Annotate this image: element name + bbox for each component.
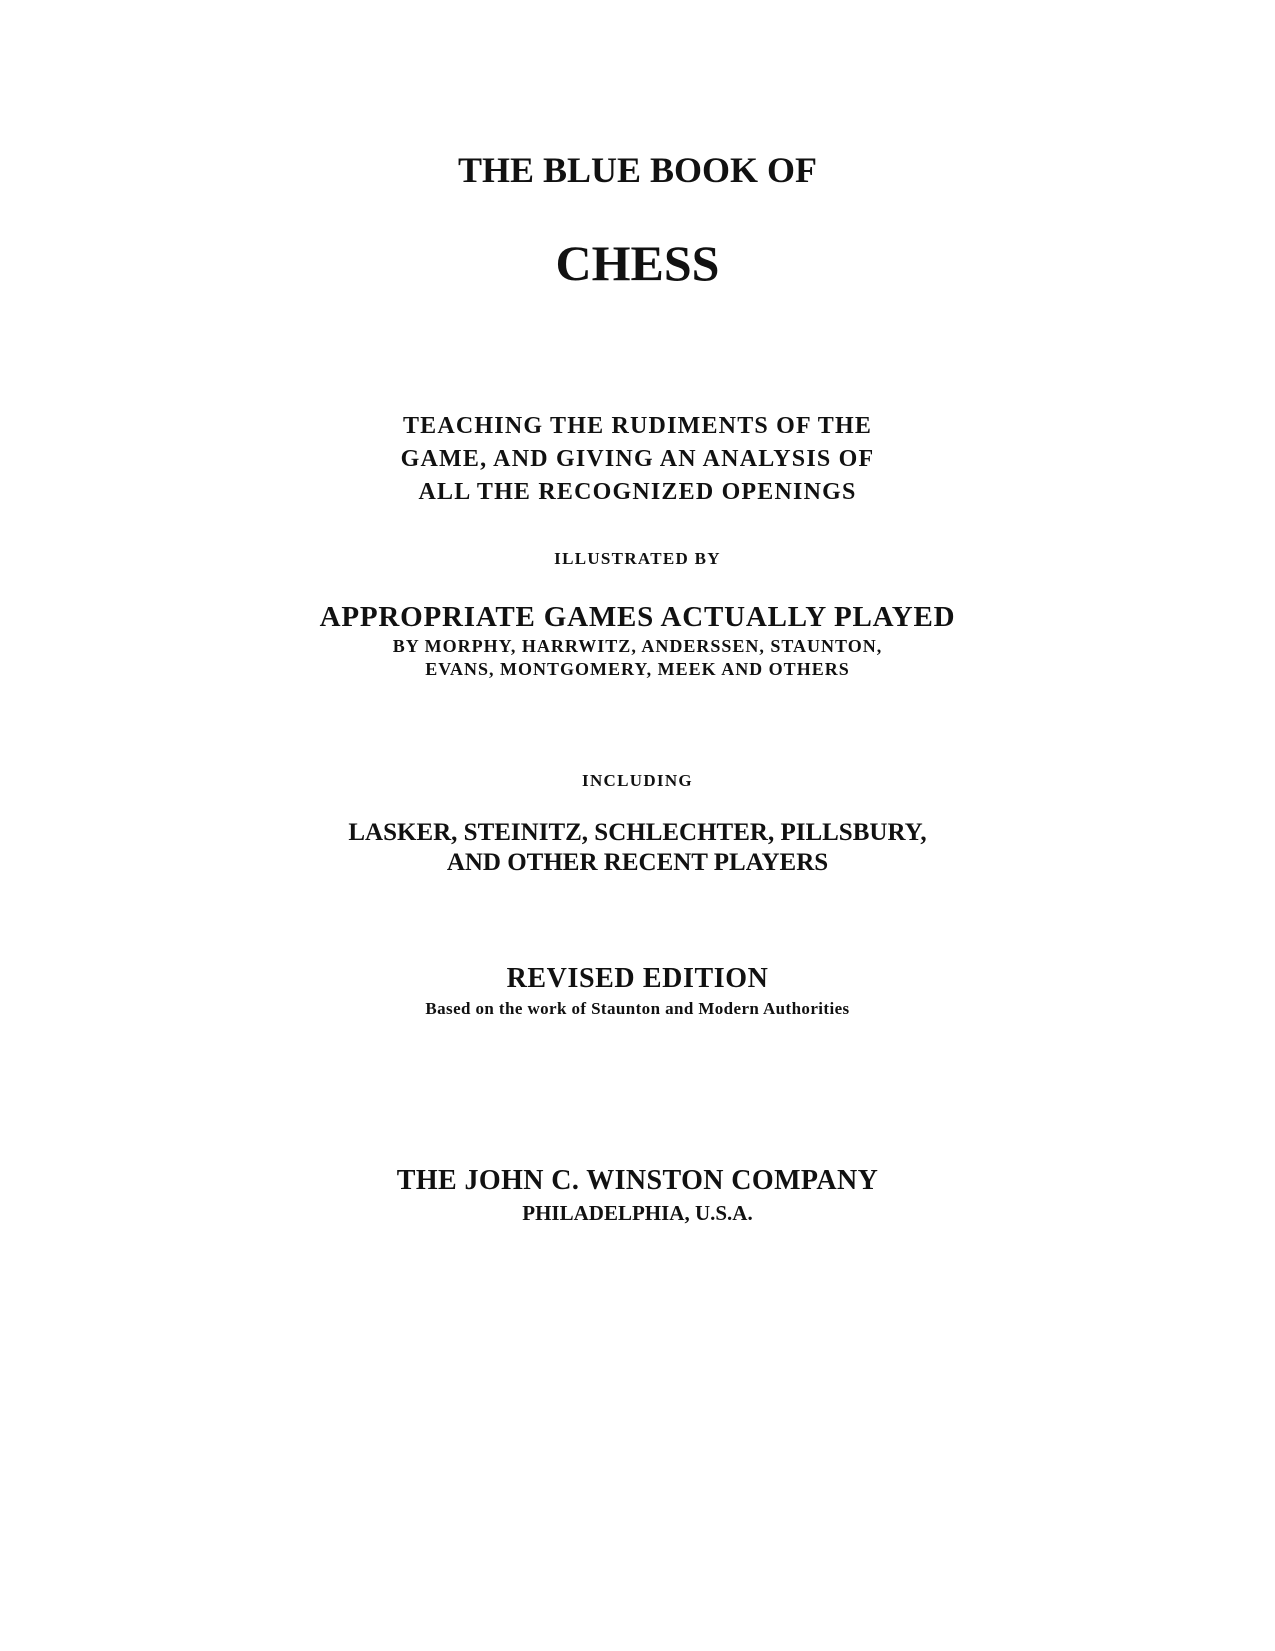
including-label: INCLUDING — [582, 771, 693, 790]
title-line-1: THE BLUE BOOK OF — [457, 150, 818, 190]
recent-players-line-2: AND OTHER RECENT PLAYERS — [446, 849, 829, 876]
publisher-name: THE JOHN C. WINSTON COMPANY — [396, 1165, 879, 1196]
publisher-city: PHILADELPHIA, U.S.A. — [522, 1201, 753, 1225]
book-title: CHESS — [555, 235, 720, 291]
recent-players-line-1: LASKER, STEINITZ, SCHLECHTER, PILLSBURY, — [348, 819, 927, 846]
subtitle-line-3: ALL THE RECOGNIZED OPENINGS — [418, 479, 857, 505]
illustrated-by-label: ILLUSTRATED BY — [554, 549, 721, 568]
subtitle-line-2: GAME, AND GIVING AN ANALYSIS OF — [400, 446, 875, 472]
edition-note: Based on the work of Staunton and Modern Authorities — [425, 999, 850, 1018]
subtitle-line-1: TEACHING THE RUDIMENTS OF THE — [402, 413, 873, 439]
games-heading: APPROPRIATE GAMES ACTUALLY PLAYED — [319, 601, 956, 633]
players-line-2: EVANS, MONTGOMERY, MEEK AND OTHERS — [425, 659, 850, 679]
edition-heading: REVISED EDITION — [506, 963, 769, 994]
players-line-1: BY MORPHY, HARRWITZ, ANDERSSEN, STAUNTON, — [392, 636, 883, 656]
